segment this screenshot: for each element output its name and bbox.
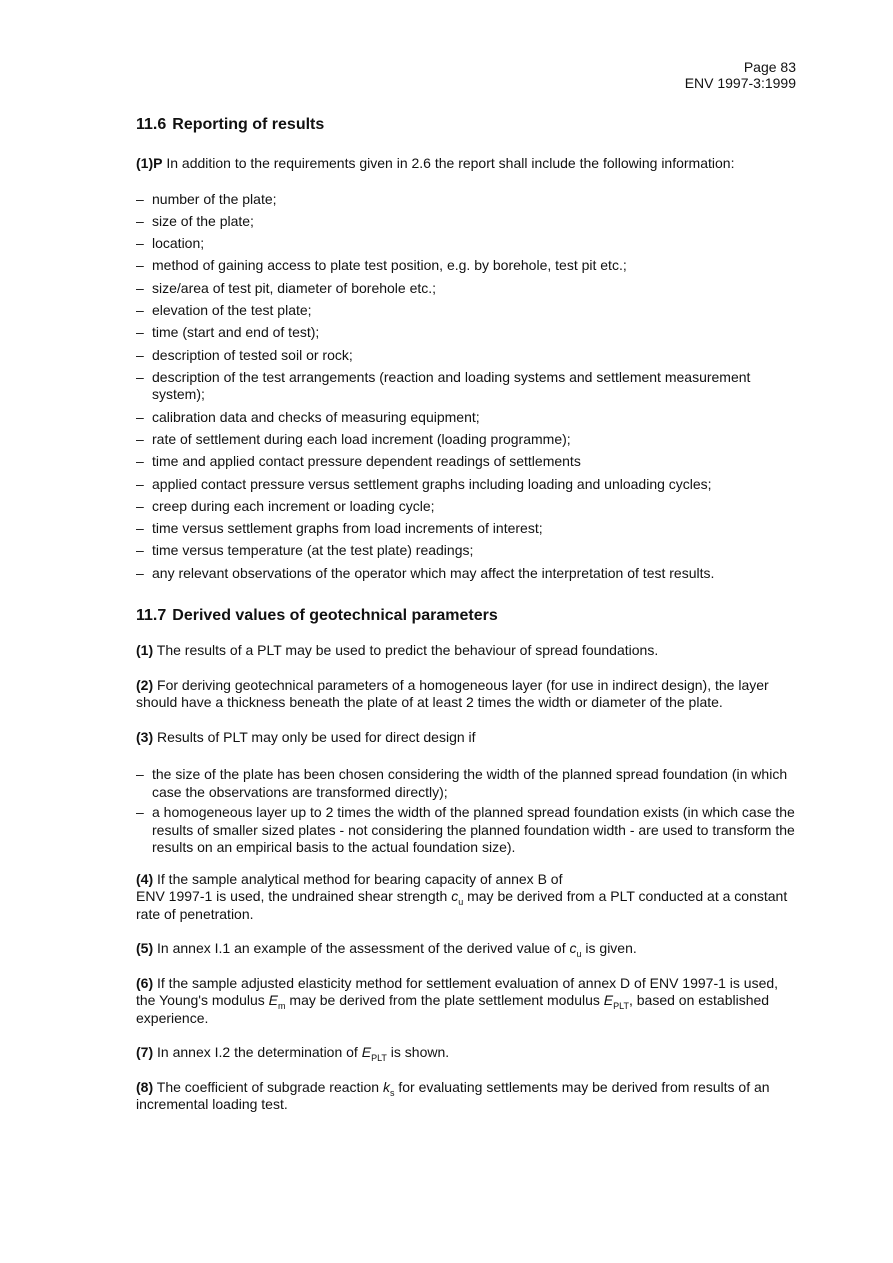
list-item: – rate of settlement during each load increment (loading programme);	[136, 431, 801, 449]
section-heading-11-7	[136, 606, 801, 626]
clause-text: ENV 1997-1 is used, the undrained shear strength	[136, 888, 448, 905]
clause-mark: (6)	[136, 974, 154, 991]
symbol: c	[569, 940, 577, 957]
clause-text: is shown.	[390, 1044, 450, 1061]
clause-3	[136, 729, 801, 747]
clause-mark: (1)P	[136, 155, 163, 171]
page-content	[136, 115, 801, 1114]
clause-5	[136, 940, 801, 958]
clause-2	[136, 677, 801, 712]
clause-text: In annex I.1 an example of the assessment of the derived value of	[157, 940, 566, 957]
symbol-subscript: m	[278, 1001, 286, 1012]
clause-mark: (2)	[136, 676, 154, 693]
clause-text: The results of a PLT may be used to predict the behaviour of spread foundations.	[156, 642, 659, 659]
list-item: – number of the plate;	[136, 191, 801, 209]
clause-text: The coefficient of subgrade reaction	[156, 1078, 380, 1095]
clause-text: , based on established experience.	[136, 992, 770, 1026]
list-item: – time (start and end of test);	[136, 324, 801, 342]
clause-7	[136, 1044, 801, 1062]
symbol-subscript: PLT	[613, 1001, 629, 1012]
list-item: – location;	[136, 235, 801, 253]
clause-text: may be derived from the plate settlement modulus	[289, 992, 600, 1009]
standard-reference: ENV 1997-3:1999	[684, 75, 796, 91]
section-heading-11-6	[136, 115, 801, 135]
clause-8	[136, 1079, 801, 1114]
list-item: – size of the plate;	[136, 213, 801, 231]
clause-text: If the sample adjusted elasticity method for settlement evaluation of annex D of ENV 1997-1 is used, the Young's modulus	[136, 974, 779, 1009]
clause-mark: (7)	[136, 1044, 154, 1061]
list-item: – the size of the plate has been chosen considering the width of the planned spread foundation (in which case the observations are transformed directly);	[136, 766, 801, 801]
clause-text: Results of PLT may only be used for direct design if	[157, 728, 476, 745]
section-number: 11.6	[136, 116, 167, 133]
page-number: Page 83	[743, 59, 796, 75]
clause-text: In addition to the requirements given in 2.6 the report shall include the following information:	[166, 155, 735, 171]
clause-mark: (4)	[136, 870, 154, 887]
clause-1p	[136, 155, 801, 173]
page-header	[685, 59, 796, 91]
clause-text: For deriving geotechnical parameters of a homogeneous layer (for use in indirect design), the layer should have a thickness beneath the plate of at least 2 times the width or diameter of the plate.	[136, 676, 769, 711]
clause-text: for evaluating settlements may be derived from results of an incremental loading test.	[136, 1078, 770, 1113]
symbol-subscript: s	[389, 1087, 395, 1098]
list-item: – time versus temperature (at the test plate) readings;	[136, 542, 801, 560]
list-item: – a homogeneous layer up to 2 times the width of the planned spread foundation exists (in which case the results of smaller sized plates - not considering the planned foundation width - are used to transform the results on an empirical basis to the actual foundation size).	[136, 804, 801, 857]
list-item: – calibration data and checks of measuring equipment;	[136, 409, 801, 427]
clause-mark: (3)	[136, 728, 154, 745]
list-item: – description of tested soil or rock;	[136, 347, 801, 365]
symbol-subscript: u	[576, 949, 582, 960]
list-item: – elevation of the test plate;	[136, 302, 801, 320]
clause-text: If the sample analytical method for bearing capacity of annex B of	[157, 870, 563, 887]
clause-text: is given.	[585, 940, 637, 957]
symbol: E	[603, 992, 614, 1009]
clause-4	[136, 871, 801, 924]
clause-text: may be derived from a PLT conducted at a constant rate of penetration.	[136, 888, 788, 922]
symbol: k	[382, 1078, 390, 1095]
section-title: Reporting of results	[172, 116, 325, 133]
clause-6	[136, 975, 801, 1028]
list-item: – time versus settlement graphs from load increments of interest;	[136, 520, 801, 538]
list-item: – time and applied contact pressure dependent readings of settlements	[136, 453, 801, 471]
report-information-list	[136, 191, 801, 583]
symbol: E	[361, 1044, 372, 1061]
clause-1	[136, 642, 801, 660]
symbol: c	[451, 888, 459, 905]
clause-mark: (5)	[136, 940, 154, 957]
symbol-subscript: u	[458, 897, 464, 908]
list-item: – method of gaining access to plate test position, e.g. by borehole, test pit etc.;	[136, 257, 801, 275]
section-number: 11.7	[136, 607, 167, 625]
list-item: – any relevant observations of the operator which may affect the interpretation of test results.	[136, 565, 801, 583]
section-title: Derived values of geotechnical parameters	[172, 607, 498, 625]
clause-mark: (8)	[136, 1078, 154, 1095]
list-item: – description of the test arrangements (reaction and loading systems and settlement measurement system);	[136, 369, 801, 404]
direct-design-conditions-list	[136, 766, 801, 857]
list-item: – creep during each increment or loading cycle;	[136, 498, 801, 516]
clause-mark: (1)	[136, 642, 154, 659]
symbol-subscript: PLT	[371, 1053, 387, 1064]
list-item: – applied contact pressure versus settlement graphs including loading and unloading cycles;	[136, 476, 801, 494]
clause-text: In annex I.2 the determination of	[157, 1044, 358, 1061]
list-item: – size/area of test pit, diameter of borehole etc.;	[136, 280, 801, 298]
symbol: E	[268, 992, 279, 1009]
